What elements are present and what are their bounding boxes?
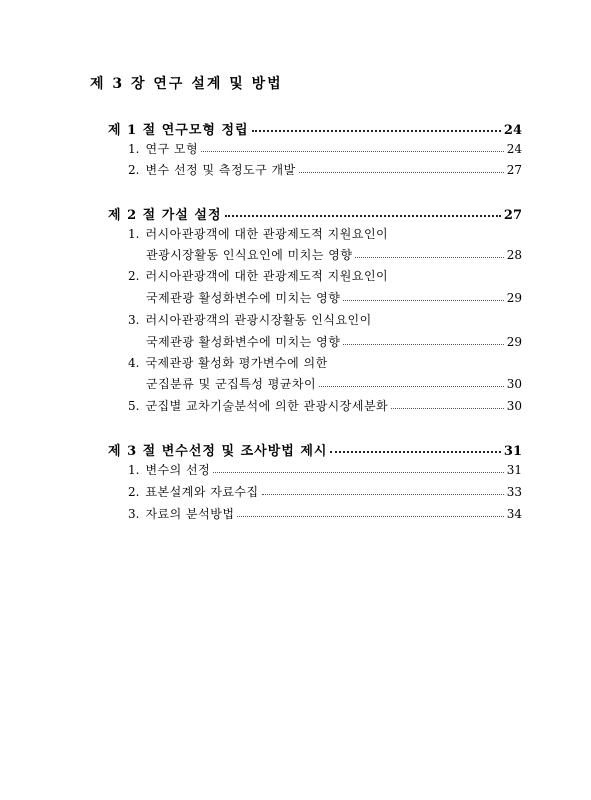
item-title: 연구 모형 xyxy=(145,142,199,156)
dot-leader xyxy=(237,515,503,517)
page-number: 31 xyxy=(506,463,522,477)
item-title-cont: 관광시장활동 인식요인에 미치는 영향 xyxy=(146,248,353,262)
dot-leader xyxy=(343,299,503,301)
page-number: 24 xyxy=(503,123,522,138)
item-number: 3. xyxy=(128,507,140,521)
toc-item-1-2[interactable] xyxy=(128,161,522,179)
section-title: 제 2 절 가설 설정 xyxy=(108,208,222,223)
item-title: 변수의 선정 xyxy=(145,463,211,477)
toc-item-3-2[interactable] xyxy=(128,483,522,501)
dot-leader xyxy=(391,407,504,409)
section-title: 제 1 절 연구모형 정립 xyxy=(108,123,249,138)
page-number: 29 xyxy=(506,291,522,305)
toc-item-2-3[interactable] xyxy=(128,311,522,329)
toc-item-3-1[interactable] xyxy=(128,461,522,479)
dot-leader xyxy=(330,450,500,453)
item-number: 1. xyxy=(128,463,140,477)
toc-item-2-2[interactable] xyxy=(128,267,522,285)
toc-item-2-3-cont[interactable] xyxy=(146,333,522,351)
toc-item-2-4-cont[interactable] xyxy=(146,375,522,393)
toc-section-3[interactable] xyxy=(108,440,522,458)
item-title: 변수 선정 및 측정도구 개발 xyxy=(145,163,296,177)
dot-leader xyxy=(343,343,503,345)
page-number: 31 xyxy=(503,444,522,459)
toc-item-2-1[interactable] xyxy=(128,225,522,243)
item-title: 자료의 분석방법 xyxy=(145,507,235,521)
toc-item-2-1-cont[interactable] xyxy=(146,246,522,264)
page-number: 28 xyxy=(506,248,522,262)
item-number: 2. xyxy=(128,485,140,499)
page-number: 34 xyxy=(506,507,522,521)
page-number: 30 xyxy=(506,399,522,413)
item-title: 러시아관광객의 관광시장활동 인식요인이 xyxy=(145,313,372,327)
dot-leader xyxy=(201,150,504,152)
page-number: 29 xyxy=(506,335,522,349)
section-title: 제 3 절 변수선정 및 조사방법 제시 xyxy=(108,444,328,459)
dot-leader xyxy=(319,385,504,387)
item-number: 1. xyxy=(128,227,140,241)
item-title: 표본설계와 자료수집 xyxy=(145,485,259,499)
dot-leader xyxy=(252,129,501,132)
dot-leader xyxy=(213,471,503,473)
item-title-cont: 국제관광 활성화변수에 미치는 영향 xyxy=(146,335,341,349)
item-title: 러시아관광객에 대한 관광제도적 지원요인이 xyxy=(145,269,389,283)
page-number: 33 xyxy=(506,485,522,499)
item-number: 5. xyxy=(128,399,140,413)
dot-leader xyxy=(225,214,501,217)
item-number: 4. xyxy=(128,356,140,370)
item-number: 3. xyxy=(128,313,140,327)
page-number: 27 xyxy=(506,163,522,177)
item-number: 1. xyxy=(128,142,140,156)
dot-leader xyxy=(299,171,504,173)
toc-item-1-1[interactable] xyxy=(128,140,522,158)
toc-item-2-2-cont[interactable] xyxy=(146,289,522,307)
toc-item-2-5[interactable] xyxy=(128,397,522,415)
item-title: 군집별 교차기술분석에 의한 관광시장세분화 xyxy=(145,399,389,413)
item-title: 러시아관광객에 대한 관광제도적 지원요인이 xyxy=(145,227,389,241)
dot-leader xyxy=(262,493,504,495)
item-title: 국제관광 활성화 평가변수에 의한 xyxy=(145,356,328,370)
item-number: 2. xyxy=(128,269,140,283)
toc-item-3-3[interactable] xyxy=(128,505,522,523)
page-number: 30 xyxy=(506,377,522,391)
chapter-title: 제 3 장 연구 설계 및 방법 xyxy=(90,76,283,92)
toc-section-2[interactable] xyxy=(108,204,522,222)
item-title-cont: 국제관광 활성화변수에 미치는 영향 xyxy=(146,291,341,305)
toc-section-1[interactable] xyxy=(108,119,522,137)
item-number: 2. xyxy=(128,163,140,177)
page-number: 24 xyxy=(506,142,522,156)
item-title-cont: 군집분류 및 군집특성 평균차이 xyxy=(146,377,317,391)
page-number: 27 xyxy=(503,208,522,223)
toc-item-2-4[interactable] xyxy=(128,354,522,372)
dot-leader xyxy=(355,256,503,258)
